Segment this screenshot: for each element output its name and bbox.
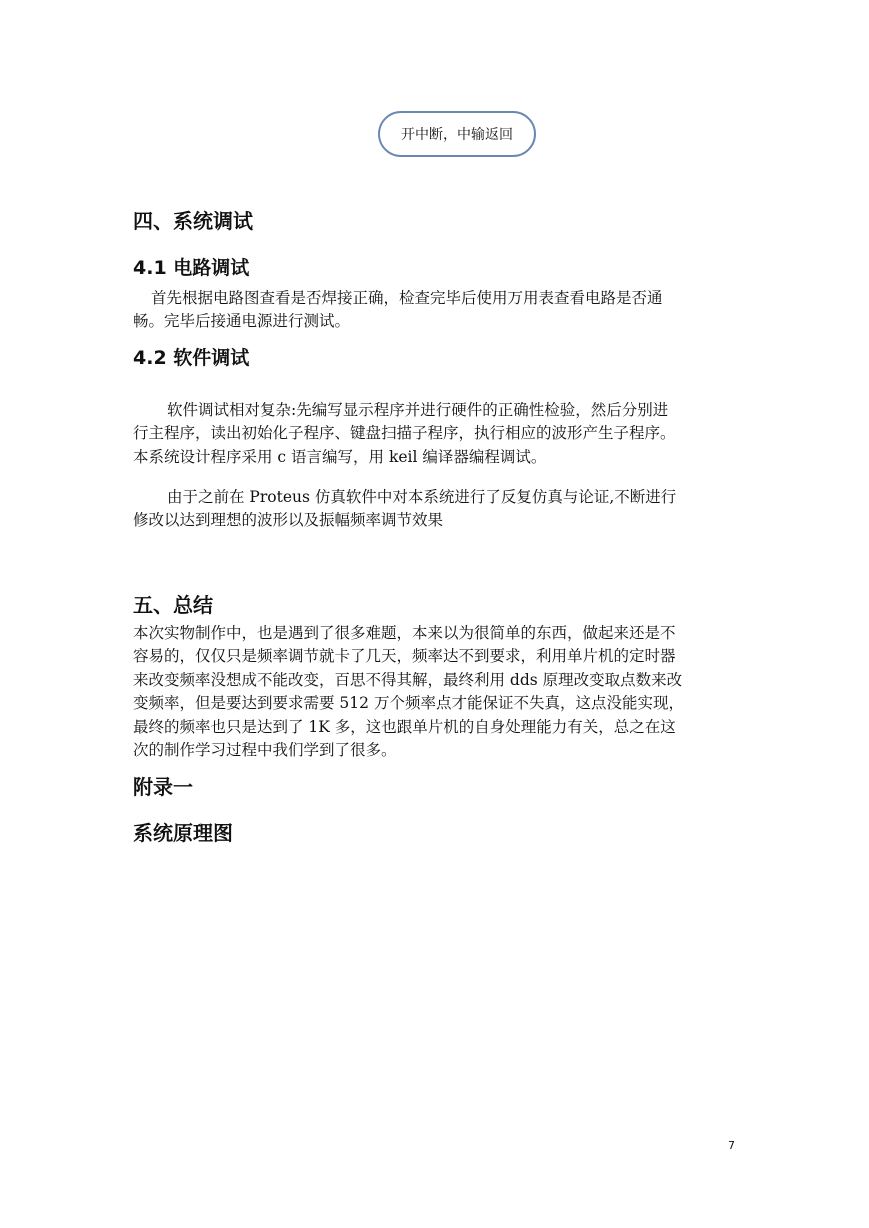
text-line: 由于之前在 Proteus 仿真软件中对本系统进行了反复仿真与论证,不断进行 xyxy=(167,488,677,506)
section-5-paragraph xyxy=(133,622,739,762)
appendix-subheading: 系统原理图 xyxy=(133,821,233,845)
section-4-heading: 四、系统调试 xyxy=(133,209,253,233)
page-number: 7 xyxy=(728,1139,735,1152)
text-line: 本次实物制作中，也是遇到了很多难题，本来以为很简单的东西，做起来还是不 xyxy=(133,624,676,642)
section-4-2-paragraph-2 xyxy=(133,486,739,533)
section-4-2-paragraph-1 xyxy=(133,399,739,469)
flowchart-terminal-text: 开中断，中输返回 xyxy=(401,127,513,143)
text-line: 最终的频率也只是达到了 1K 多，这也跟单片机的自身处理能力有关，总之在这 xyxy=(133,717,676,736)
text-line: 首先根据电路图查看是否焊接正确，检查完毕后使用万用表查看电路是否通 xyxy=(151,289,663,307)
section-4-1-paragraph xyxy=(133,287,739,334)
appendix-heading: 附录一 xyxy=(133,775,193,799)
text-line: 本系统设计程序采用 c 语言编写，用 keil 编译器编程调试。 xyxy=(133,447,547,466)
text-line: 变频率，但是要达到要求需要 512 万个频率点才能保证不失真，这点没能实现， xyxy=(133,694,684,713)
text-line: 行主程序，读出初始化子程序、键盘扫描子程序，执行相应的波形产生子程序。 xyxy=(133,424,676,443)
text-line: 次的制作学习过程中我们学到了很多。 xyxy=(133,741,397,760)
text-line: 畅。完毕后接通电源进行测试。 xyxy=(133,312,351,331)
section-4-2-heading: 4.2 软件调试 xyxy=(133,347,250,369)
text-line: 来改变频率没想成不能改变，百思不得其解，最终利用 dds 原理改变取点数来改 xyxy=(133,670,683,689)
text-line: 修改以达到理想的波形以及振幅频率调节效果 xyxy=(133,511,444,530)
flowchart-terminal xyxy=(378,111,536,157)
section-5-heading: 五、总结 xyxy=(133,593,213,617)
section-4-1-heading: 4.1 电路调试 xyxy=(133,257,250,279)
text-line: 软件调试相对复杂:先编写显示程序并进行硬件的正确性检验，然后分别进 xyxy=(167,401,669,419)
text-line: 容易的，仅仅只是频率调节就卡了几天，频率达不到要求，利用单片机的定时器 xyxy=(133,647,676,666)
